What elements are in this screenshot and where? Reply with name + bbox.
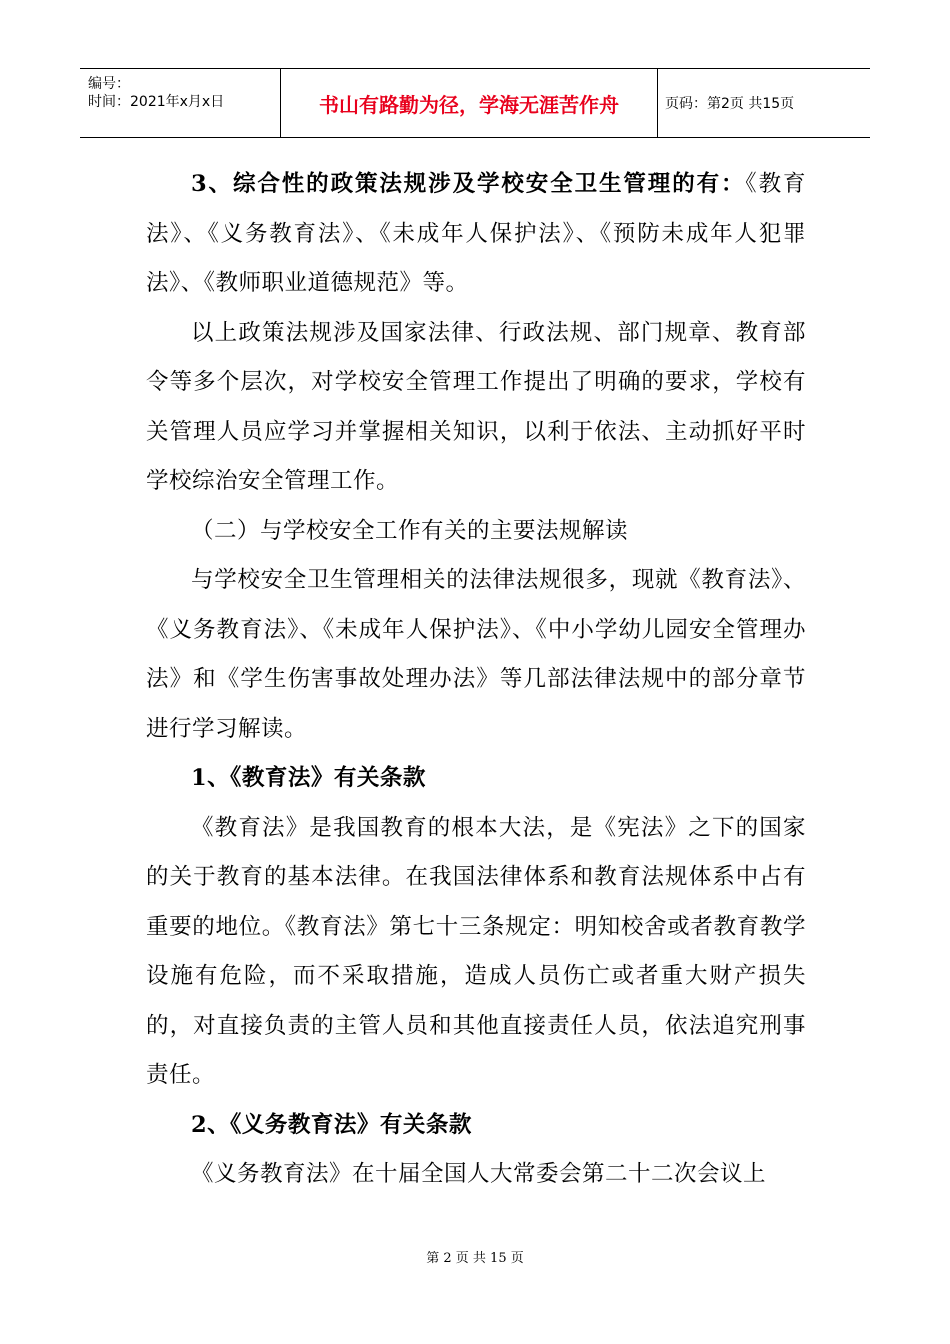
paragraph-lead-rest: 《教育法》、《义务教育法》、《未成年人保护法》、《预防未成年人犯罪法》、《教师职业道德规范》等。 [146, 171, 806, 296]
header-page-info: 页码：第2页 共15页 [665, 96, 795, 112]
header-motto: 书山有路勤为径，学海无涯苦作舟 [319, 92, 619, 117]
paragraph-laws-intro: 与学校安全卫生管理相关的法律法规很多，现就《教育法》、《义务教育法》、《未成年人保护法》、《中小学幼儿园安全管理办法》和《学生伤害事故处理办法》等几部法律法规中的部分章节进行学习解读。 [146, 567, 806, 742]
subheading-education-law: 1、《教育法》有关条款 [191, 765, 426, 791]
paragraph-compulsory-education-law: 《义务教育法》在十届全国人大常委会第二十二次会议上 [191, 1161, 767, 1187]
paragraph-education-law: 《教育法》是我国教育的根本大法，是《宪法》之下的国家的关于教育的基本法律。在我国法律体系和教育法规体系中占有重要的地位。《教育法》第七十三条规定：明知校舍或者教育教学设施有危险，而不采取措施，造成人员伤亡或者重大财产损失的，对直接负责的主管人员和其他直接责任人员，依法追究刑事责任。 [146, 814, 806, 1088]
subheading-compulsory-education-law: 2、《义务教育法》有关条款 [191, 1111, 472, 1138]
paragraph-levels: 以上政策法规涉及国家法律、行政法规、部门规章、教育部令等多个层次，对学校安全管理工作提出了明确的要求，学校有关管理人员应学习并掌握相关知识，以利于依法、主动抓好平时学校综治安全管理工作。 [146, 319, 806, 494]
header-motto-cell [280, 69, 658, 137]
document-body [146, 160, 806, 1200]
paragraph-lead-bold: 3、综合性的政策法规涉及学校安全卫生管理的有： [191, 171, 746, 197]
header-meta [80, 69, 280, 137]
paragraph-3-lead-and-text [146, 171, 806, 296]
doc-number-label: 编号： [88, 76, 130, 92]
paragraph-policy-summary [146, 160, 806, 309]
section-heading-2: （二）与学校安全工作有关的主要法规解读 [191, 517, 629, 544]
page-header [80, 68, 870, 138]
doc-time-label: 时间：2021年x月x日 [88, 94, 225, 110]
page-footer: 第 2 页 共 15 页 [426, 1251, 524, 1266]
